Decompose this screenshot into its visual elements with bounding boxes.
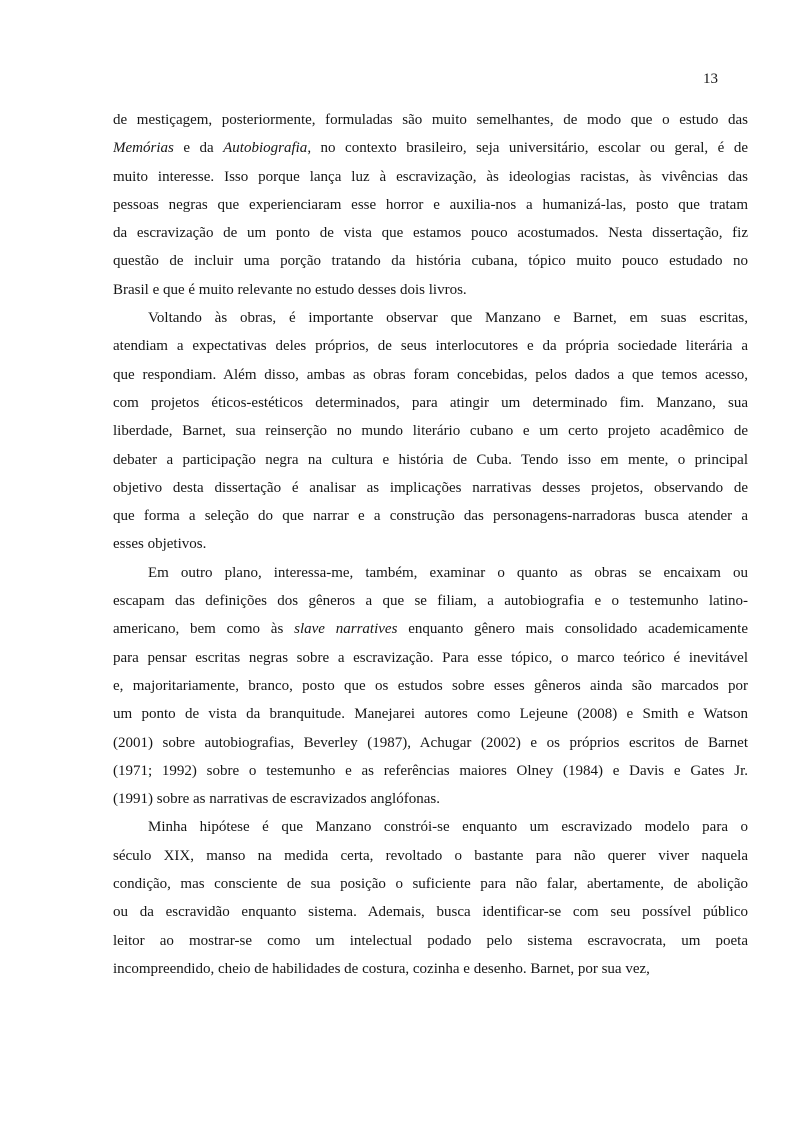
text-line [113, 955, 748, 983]
text-line [113, 530, 748, 558]
text-segment: pessoas negras que experienciaram esse horror e auxilia-nos a humanizá-las, posto que tratam [113, 196, 748, 213]
text-segment: esses objetivos. [113, 536, 207, 553]
paragraph [113, 559, 748, 814]
text-segment: enquanto gênero mais consolidado academicamente [397, 621, 748, 638]
text-line [113, 700, 748, 728]
text-line [113, 587, 748, 615]
text-line [113, 276, 748, 304]
text-line [113, 729, 748, 757]
text-line [113, 559, 748, 587]
text-segment: condição, mas consciente de sua posição o suficiente para não falar, abertamente, de abolição [113, 876, 748, 893]
text-line [113, 417, 748, 445]
text-segment: liberdade, Barnet, sua reinserção no mundo literário cubano e um certo projeto acadêmico de [113, 423, 748, 440]
text-segment: questão de incluir uma porção tratando da história cubana, tópico muito pouco estudado no [113, 253, 748, 270]
text-line [113, 219, 748, 247]
text-line [113, 502, 748, 530]
text-line [113, 332, 748, 360]
text-segment: século XIX, manso na medida certa, revoltado o bastante para não querer viver naquela [113, 847, 748, 864]
text-block [113, 106, 748, 983]
italic-text-segment: Autobiografia [223, 140, 308, 157]
text-segment: incompreendido, cheio de habilidades de costura, cozinha e desenho. Barnet, por sua vez, [113, 960, 650, 977]
italic-text-segment: Memórias [113, 140, 174, 157]
text-segment: Em outro plano, interessa-me, também, examinar o quanto as obras se encaixam ou [148, 564, 748, 581]
text-segment: Minha hipótese é que Manzano constrói-se enquanto um escravizado modelo para o [148, 819, 748, 836]
text-segment: que forma a seleção do que narrar e a construção das personagens-narradoras busca atender a [113, 508, 748, 525]
text-line [113, 898, 748, 926]
text-segment: escapam das definições dos gêneros a que se filiam, a autobiografia e o testemunho latino- [113, 593, 748, 610]
text-segment: americano, bem como às [113, 621, 295, 638]
text-segment: leitor ao mostrar-se como um intelectual podado pelo sistema escravocrata, um poeta [113, 932, 748, 949]
text-line [113, 785, 748, 813]
text-line [113, 163, 748, 191]
text-segment: atendiam a expectativas deles próprios, de seus interlocutores e da própria sociedade literária a [113, 338, 748, 355]
italic-text-segment: slave narratives [294, 621, 398, 638]
text-line [113, 842, 748, 870]
text-line [113, 247, 748, 275]
text-segment: da escravização de um ponto de vista que estamos pouco acostumados. Nesta dissertação, fiz [113, 225, 748, 242]
page-number: 13 [703, 71, 718, 87]
text-segment: com projetos éticos-estéticos determinados, para atingir um determinado fim. Manzano, sua [113, 394, 748, 411]
text-segment: que respondiam. Além disso, ambas as obras foram concebidas, pelos dados a que temos acesso, [113, 366, 748, 383]
text-segment: objetivo desta dissertação é analisar as implicações narrativas desses projetos, observando de [113, 479, 748, 496]
text-line [113, 361, 748, 389]
text-line [113, 304, 748, 332]
paragraph [113, 813, 748, 983]
text-line [113, 927, 748, 955]
text-line [113, 134, 748, 162]
text-line [113, 446, 748, 474]
text-segment: um ponto de vista da branquitude. Manejarei autores como Lejeune (2008) e Smith e Watson [113, 706, 748, 723]
text-line [113, 191, 748, 219]
text-line [113, 474, 748, 502]
text-segment: (2001) sobre autobiografias, Beverley (1987), Achugar (2002) e os próprios escritos de Barnet [113, 734, 748, 751]
text-line [113, 644, 748, 672]
text-line [113, 389, 748, 417]
text-line [113, 813, 748, 841]
paragraph [113, 304, 748, 559]
text-segment: Brasil e que é muito relevante no estudo desses dois livros. [113, 281, 467, 298]
text-segment: (1971; 1992) sobre o testemunho e as referências maiores Olney (1984) e Davis e Gates Jr. [113, 762, 748, 779]
text-segment: para pensar escritas negras sobre a escravização. Para esse tópico, o marco teórico é inevitável [113, 649, 748, 666]
paragraph [113, 106, 748, 304]
text-segment: Voltando às obras, é importante observar que Manzano e Barnet, em suas escritas, [148, 310, 748, 327]
text-segment: e da [173, 140, 224, 157]
text-line [113, 615, 748, 643]
text-line [113, 757, 748, 785]
text-segment: , no contexto brasileiro, seja universitário, escolar ou geral, é de [307, 140, 748, 157]
text-segment: debater a participação negra na cultura e história de Cuba. Tendo isso em mente, o principal [113, 451, 748, 468]
text-segment: e, majoritariamente, branco, posto que os estudos sobre esses gêneros ainda são marcados por [113, 677, 748, 694]
text-segment: (1991) sobre as narrativas de escravizados anglófonas. [113, 791, 440, 808]
text-line [113, 672, 748, 700]
text-segment: ou da escravidão enquanto sistema. Ademais, busca identificar-se com seu possível público [113, 904, 748, 921]
text-line [113, 106, 748, 134]
text-segment: muito interesse. Isso porque lança luz à escravização, às ideologias racistas, às vivências das [113, 168, 748, 185]
text-segment: de mestiçagem, posteriormente, formuladas são muito semelhantes, de modo que o estudo das [113, 112, 748, 128]
text-line [113, 870, 748, 898]
